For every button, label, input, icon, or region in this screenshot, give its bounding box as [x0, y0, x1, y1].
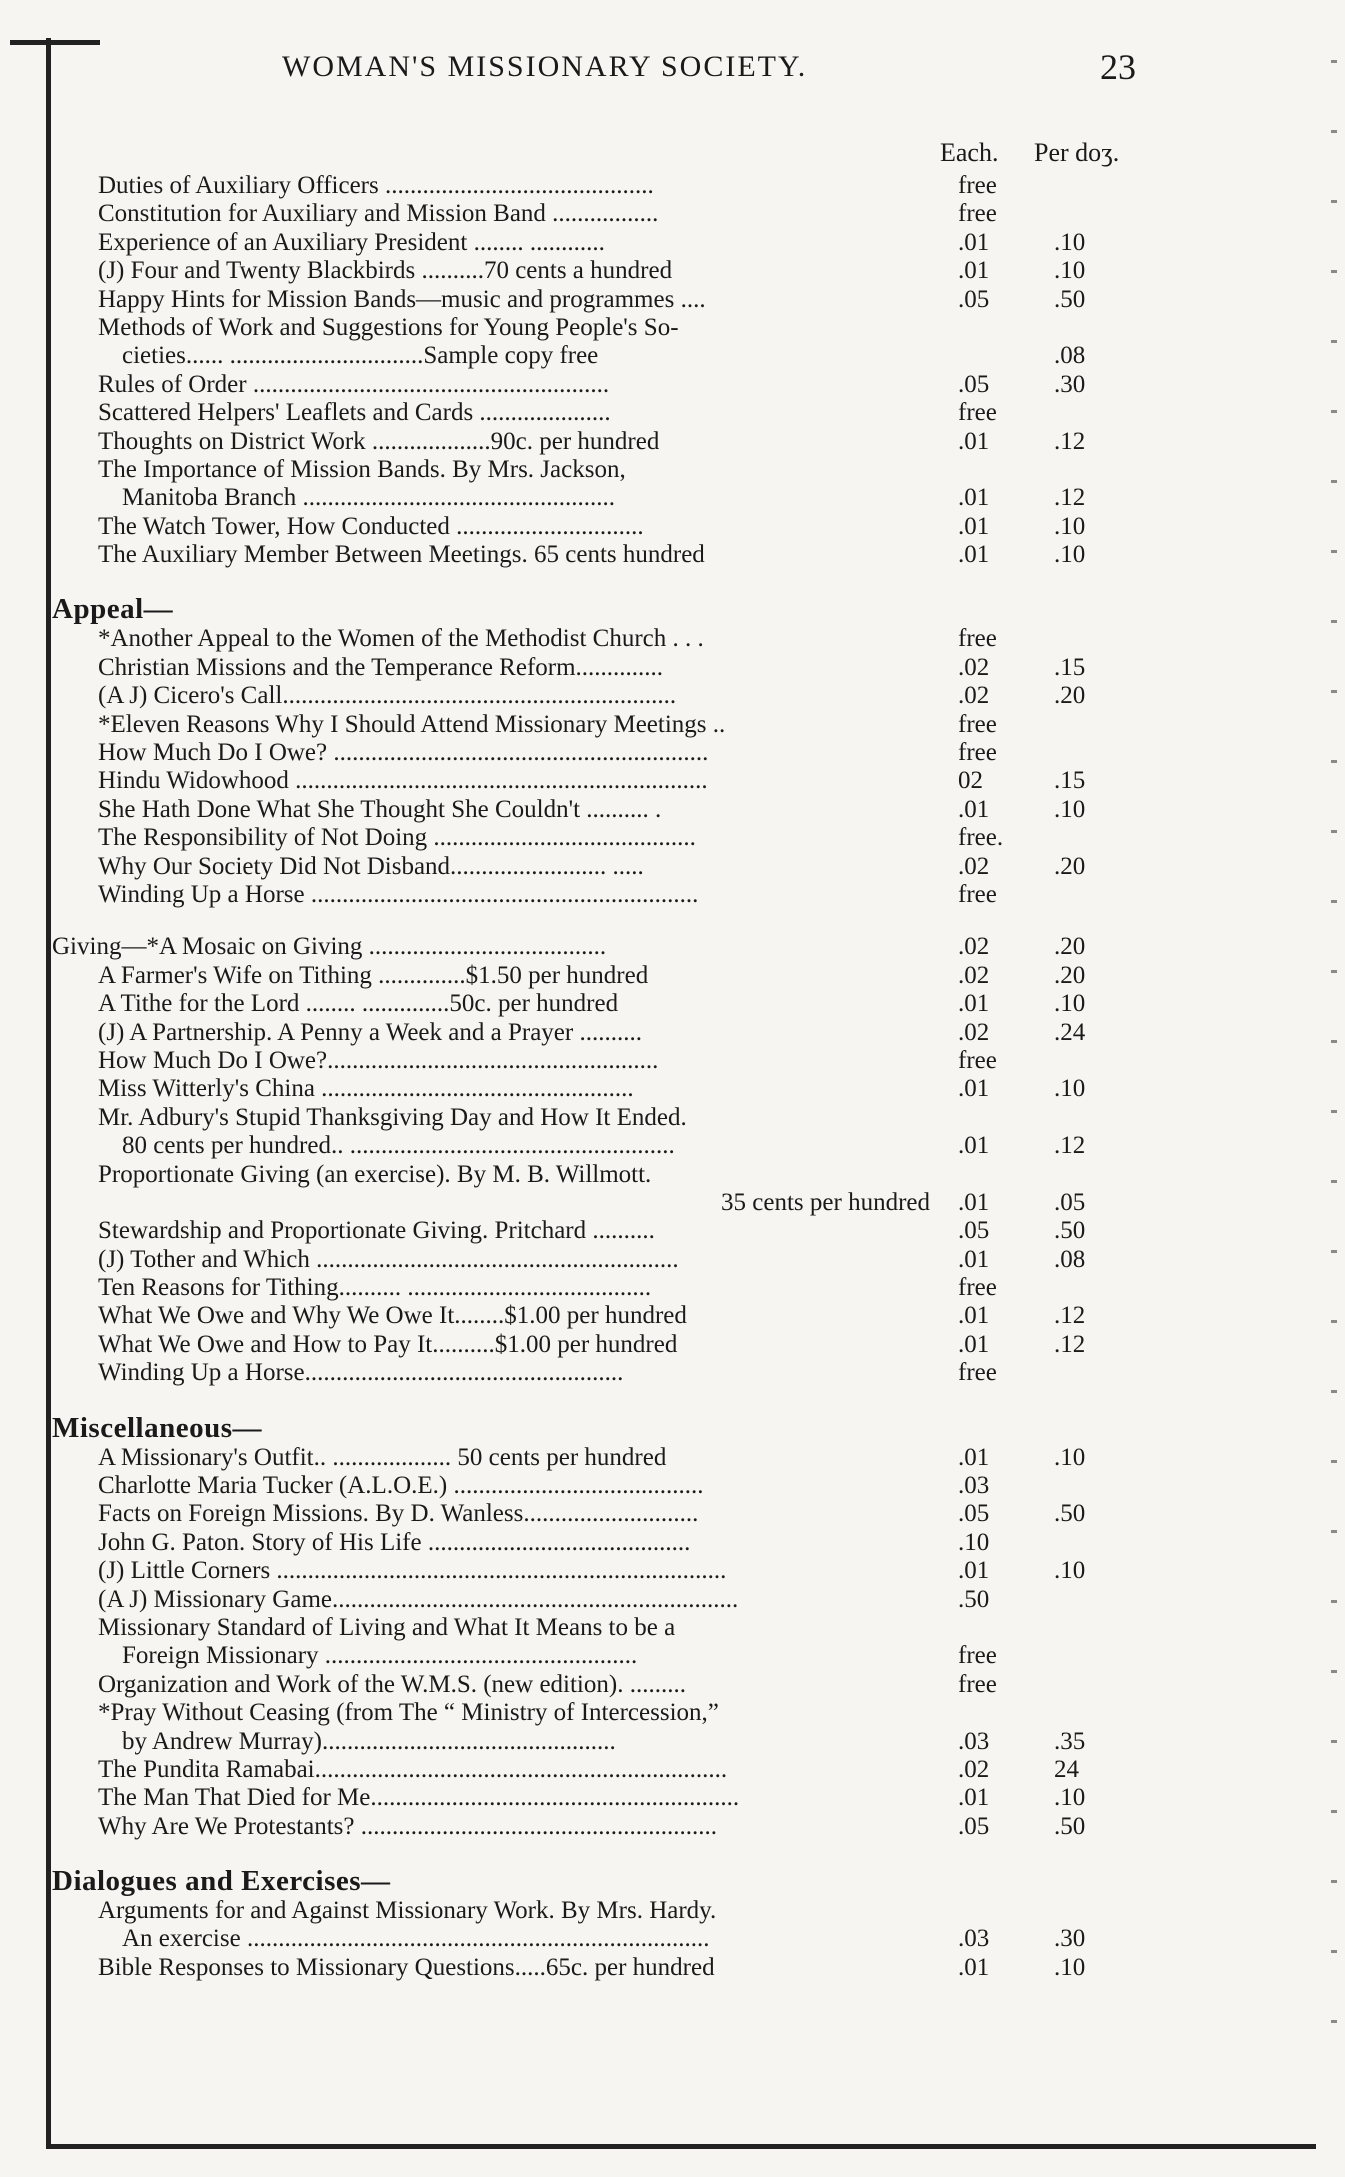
- item-title: An exercise ..........................................................................: [122, 1925, 710, 1953]
- item-title: (A J) Missionary Game.................................................................: [98, 1585, 739, 1613]
- item-title: The Pundita Ramabai..................................................................: [98, 1755, 728, 1783]
- item-title: The Man That Died for Me...........................................................: [98, 1784, 740, 1812]
- item-title: Bible Responses to Missionary Questions.....65c. per hundred: [98, 1953, 715, 1981]
- list-item: [0, 257, 1345, 285]
- item-title: *Eleven Reasons Why I Should Attend Missionary Meetings ..: [98, 710, 726, 738]
- item-title: The Auxiliary Member Between Meetings. 65 cents hundred: [98, 541, 705, 569]
- item-title: *Pray Without Ceasing (from The “ Ministry of Intercession,”: [98, 1699, 719, 1727]
- list-item: [0, 1217, 1345, 1245]
- item-price-per-doz: .15: [1054, 767, 1086, 795]
- item-title: Organization and Work of the W.M.S. (new edition). .........: [98, 1670, 686, 1698]
- item-price-per-doz: .10: [1054, 541, 1086, 569]
- item-price-per-doz: .10: [1054, 1075, 1086, 1103]
- item-title: cieties...... ...............................Sample copy free: [122, 342, 599, 370]
- list-item: [0, 1331, 1345, 1359]
- section-gap: [0, 1841, 1345, 1865]
- list-item: [0, 428, 1345, 456]
- list-item: [0, 541, 1345, 569]
- item-price-each: free: [958, 1642, 997, 1670]
- list-item: [0, 1813, 1345, 1841]
- item-price-each: free: [958, 1274, 997, 1302]
- item-price-each: free.: [958, 824, 1004, 852]
- item-price-per-doz: .30: [1054, 1925, 1086, 1953]
- list-item: [0, 286, 1345, 314]
- item-price-per-doz: .20: [1054, 933, 1086, 961]
- list-item: [0, 933, 1345, 961]
- item-title: What We Owe and How to Pay It..........$1.00 per hundred: [98, 1330, 678, 1358]
- item-price-each: free: [958, 625, 997, 653]
- list-item: [0, 1104, 1345, 1132]
- list-item: [0, 990, 1345, 1018]
- list-item: [0, 229, 1345, 257]
- item-title: (J) Little Corners ........................................................................: [98, 1557, 727, 1585]
- item-price-per-doz: .24: [1054, 1018, 1086, 1046]
- section: [0, 909, 1345, 1387]
- item-title: Miss Witterly's China ..................................................: [98, 1075, 634, 1103]
- list-item: [0, 1075, 1345, 1103]
- list-item: [0, 1132, 1345, 1160]
- item-title: Why Are We Protestants? .........................................................: [98, 1812, 717, 1840]
- item-price-each: .50: [958, 1585, 990, 1613]
- item-price-each: .01: [958, 427, 990, 455]
- list-item: [0, 200, 1345, 228]
- list-item: [0, 1047, 1345, 1075]
- item-title: Winding Up a Horse ..............................................................: [98, 880, 699, 908]
- list-item: [0, 314, 1345, 342]
- item-title: Winding Up a Horse...................................................: [98, 1359, 624, 1387]
- item-price-each: .01: [958, 1784, 990, 1812]
- item-price-each: free: [958, 1046, 997, 1074]
- item-title: *Another Appeal to the Women of the Methodist Church . . .: [98, 625, 704, 653]
- item-title: Foreign Missionary ..................................................: [122, 1642, 638, 1670]
- item-price-per-doz: .50: [1054, 1500, 1086, 1528]
- item-title: Rules of Order .........................................................: [98, 370, 610, 398]
- item-title: How Much Do I Owe?.....................................................: [98, 1046, 659, 1074]
- item-price-each: .05: [958, 1500, 990, 1528]
- list-item: [0, 824, 1345, 852]
- item-price-per-doz: .10: [1054, 228, 1086, 256]
- list-item: [0, 1728, 1345, 1756]
- list-item: [0, 1019, 1345, 1047]
- item-title: What We Owe and Why We Owe It........$1.00 per hundred: [98, 1302, 687, 1330]
- item-price-per-doz: .10: [1054, 1443, 1086, 1471]
- list-item: [0, 1784, 1345, 1812]
- item-price-per-doz: .10: [1054, 795, 1086, 823]
- list-item: [0, 711, 1345, 739]
- list-item: [0, 1189, 1345, 1217]
- item-price-each: .01: [958, 257, 990, 285]
- item-title: Mr. Adbury's Stupid Thanksgiving Day and How It Ended.: [98, 1103, 687, 1131]
- item-price-each: .02: [958, 961, 990, 989]
- item-price-each: .02: [958, 852, 990, 880]
- page-title: WOMAN'S MISSIONARY SOCIETY.: [282, 50, 808, 83]
- item-title: Missionary Standard of Living and What It Means to be a: [98, 1613, 676, 1641]
- item-title: Proportionate Giving (an exercise). By M. B. Willmott.: [98, 1160, 652, 1188]
- page-border-bottom: [46, 2144, 1316, 2149]
- item-price-each: .01: [958, 1245, 990, 1273]
- list-item: [0, 1642, 1345, 1670]
- item-price-each: .02: [958, 653, 990, 681]
- section: [0, 569, 1345, 909]
- item-price-per-doz: 24: [1054, 1755, 1079, 1783]
- list-item: [0, 1302, 1345, 1330]
- item-price-each: free: [958, 1359, 997, 1387]
- item-price-each: free: [958, 710, 997, 738]
- item-title: Why Our Society Did Not Disband......................... .....: [98, 852, 644, 880]
- item-price-per-doz: .50: [1054, 1812, 1086, 1840]
- item-price-each: .01: [958, 1132, 990, 1160]
- list-item: [0, 654, 1345, 682]
- item-price-per-doz: .12: [1054, 1302, 1086, 1330]
- list-item: [0, 739, 1345, 767]
- list-item: [0, 1359, 1345, 1387]
- list-item: [0, 1472, 1345, 1500]
- item-title: She Hath Done What She Thought She Couldn't .......... .: [98, 795, 662, 823]
- item-title: Arguments for and Against Missionary Work. By Mrs. Hardy.: [98, 1897, 717, 1925]
- item-price-each: free: [958, 880, 997, 908]
- list-item: [0, 484, 1345, 512]
- price-list: [0, 172, 1345, 1982]
- item-price-each: .03: [958, 1472, 990, 1500]
- item-title: 80 cents per hundred.. ....................................................: [122, 1132, 675, 1160]
- item-title: Manitoba Branch ..................................................: [122, 484, 616, 512]
- item-price-each: .01: [958, 795, 990, 823]
- section: [0, 1841, 1345, 1982]
- item-price-per-doz: .10: [1054, 512, 1086, 540]
- item-price-each: free: [958, 399, 997, 427]
- list-item: [0, 1586, 1345, 1614]
- item-title: Methods of Work and Suggestions for Young People's So-: [98, 313, 679, 341]
- page-border-top: [10, 40, 100, 45]
- item-title: The Responsibility of Not Doing ..........................................: [98, 824, 696, 852]
- item-title: Experience of an Auxiliary President ........ ............: [98, 228, 605, 256]
- item-title: (J) Four and Twenty Blackbirds ..........70 cents a hundred: [98, 257, 673, 285]
- item-price-per-doz: .12: [1054, 1132, 1086, 1160]
- item-price-each: .05: [958, 285, 990, 313]
- item-title: Duties of Auxiliary Officers ...........................................: [98, 172, 654, 199]
- item-price-per-doz: .10: [1054, 990, 1086, 1018]
- item-price-per-doz: .20: [1054, 961, 1086, 989]
- item-price-per-doz: .12: [1054, 1330, 1086, 1358]
- item-title: A Tithe for the Lord ........ ..............50c. per hundred: [98, 990, 619, 1018]
- column-header-each: Each.: [940, 138, 999, 167]
- item-price-each: .01: [958, 1302, 990, 1330]
- list-item: [0, 1897, 1345, 1925]
- item-title: The Importance of Mission Bands. By Mrs. Jackson,: [98, 455, 626, 483]
- section-gap: [0, 1388, 1345, 1412]
- list-item: [0, 853, 1345, 881]
- list-item: [0, 1671, 1345, 1699]
- item-price-each: .10: [958, 1528, 990, 1556]
- list-item: [0, 1756, 1345, 1784]
- item-price-each: .01: [958, 990, 990, 1018]
- item-title: Scattered Helpers' Leaflets and Cards .....................: [98, 399, 611, 427]
- list-item: [0, 1529, 1345, 1557]
- list-item: [0, 1925, 1345, 1953]
- section-gap: [0, 909, 1345, 933]
- item-price-each: .01: [958, 1188, 990, 1216]
- column-headers: [940, 138, 1170, 172]
- section-gap: [0, 569, 1345, 593]
- item-price-per-doz: .35: [1054, 1727, 1086, 1755]
- item-price-each: .05: [958, 1217, 990, 1245]
- item-price-per-doz: .50: [1054, 285, 1086, 313]
- item-price-each: .05: [958, 370, 990, 398]
- item-price-each: .03: [958, 1925, 990, 1953]
- item-price-each: .01: [958, 1330, 990, 1358]
- item-title: A Missionary's Outfit.. ................... 50 cents per hundred: [98, 1443, 667, 1471]
- item-price-per-doz: .08: [1054, 342, 1086, 370]
- item-title: How Much Do I Owe? ............................................................: [98, 739, 709, 767]
- item-note: 35 cents per hundred: [721, 1188, 930, 1216]
- item-title: Giving—*A Mosaic on Giving ......................................: [52, 933, 607, 961]
- item-title: Charlotte Maria Tucker (A.L.O.E.) ........................................: [98, 1472, 704, 1500]
- item-title: Stewardship and Proportionate Giving. Pritchard ..........: [98, 1217, 655, 1245]
- section-heading: Appeal—: [52, 593, 174, 626]
- section-heading: Miscellaneous—: [52, 1411, 262, 1444]
- list-item: [0, 1246, 1345, 1274]
- item-price-each: free: [958, 1670, 997, 1698]
- item-price-per-doz: .05: [1054, 1188, 1086, 1216]
- item-price-per-doz: .50: [1054, 1217, 1086, 1245]
- item-price-each: .01: [958, 541, 990, 569]
- item-title: by Andrew Murray)...............................................: [122, 1727, 616, 1755]
- item-price-each: .01: [958, 228, 990, 256]
- list-item: [0, 625, 1345, 653]
- column-header-per-doz: Per doʒ.: [1034, 138, 1120, 167]
- item-title: (J) A Partnership. A Penny a Week and a Prayer ..........: [98, 1018, 642, 1046]
- item-title: Constitution for Auxiliary and Mission Band .................: [98, 200, 659, 228]
- item-price-per-doz: .10: [1054, 1953, 1086, 1981]
- list-item: [0, 513, 1345, 541]
- item-title: The Watch Tower, How Conducted ..............................: [98, 512, 644, 540]
- list-item: [0, 399, 1345, 427]
- list-item: [0, 796, 1345, 824]
- item-price-each: free: [958, 739, 997, 767]
- item-price-each: .01: [958, 512, 990, 540]
- item-title: (A J) Cicero's Call...............................................................: [98, 682, 677, 710]
- list-item: [0, 1699, 1345, 1727]
- item-price-each: .02: [958, 682, 990, 710]
- item-title: A Farmer's Wife on Tithing ..............$1.50 per hundred: [98, 961, 649, 989]
- list-item: [0, 1557, 1345, 1585]
- item-title: Hindu Widowhood ..................................................................: [98, 767, 708, 795]
- item-price-each: 02: [958, 767, 983, 795]
- item-title: Ten Reasons for Tithing.......... .......................................: [98, 1274, 652, 1302]
- item-price-each: .01: [958, 1443, 990, 1471]
- list-item: [0, 342, 1345, 370]
- item-price-each: .01: [958, 1075, 990, 1103]
- item-price-per-doz: .30: [1054, 370, 1086, 398]
- item-price-each: free: [958, 172, 997, 199]
- item-price-each: free: [958, 200, 997, 228]
- list-item: [0, 767, 1345, 795]
- page-header: [60, 46, 1160, 96]
- item-price-each: .02: [958, 1018, 990, 1046]
- item-price-per-doz: .20: [1054, 852, 1086, 880]
- section: [0, 172, 1345, 569]
- item-price-each: .03: [958, 1727, 990, 1755]
- item-price-each: .02: [958, 933, 990, 961]
- item-price-each: .01: [958, 1953, 990, 1981]
- item-title: (J) Tother and Which ..........................................................: [98, 1245, 679, 1273]
- item-price-each: .01: [958, 484, 990, 512]
- item-title: Facts on Foreign Missions. By D. Wanless............................: [98, 1500, 699, 1528]
- item-price-per-doz: .10: [1054, 257, 1086, 285]
- section: [0, 1388, 1345, 1841]
- item-price-per-doz: .12: [1054, 427, 1086, 455]
- item-title: Thoughts on District Work ...................90c. per hundred: [98, 427, 660, 455]
- page-number: 23: [1100, 47, 1136, 87]
- list-item: [0, 1444, 1345, 1472]
- item-price-each: .05: [958, 1812, 990, 1840]
- item-price-per-doz: .08: [1054, 1245, 1086, 1273]
- list-item: [0, 1161, 1345, 1189]
- section-heading: Dialogues and Exercises—: [52, 1865, 391, 1898]
- list-item: [0, 962, 1345, 990]
- item-price-each: .01: [958, 1557, 990, 1585]
- item-title: John G. Paton. Story of His Life ..........................................: [98, 1528, 691, 1556]
- list-item: [0, 456, 1345, 484]
- list-item: [0, 172, 1345, 200]
- item-title: Christian Missions and the Temperance Reform..............: [98, 653, 664, 681]
- list-item: [0, 1500, 1345, 1528]
- item-price-per-doz: .12: [1054, 484, 1086, 512]
- item-price-per-doz: .10: [1054, 1784, 1086, 1812]
- list-item: [0, 881, 1345, 909]
- list-item: [0, 1274, 1345, 1302]
- item-price-each: .02: [958, 1755, 990, 1783]
- list-item: [0, 371, 1345, 399]
- list-item: [0, 1954, 1345, 1982]
- list-item: [0, 1614, 1345, 1642]
- item-price-per-doz: .10: [1054, 1557, 1086, 1585]
- item-title: Happy Hints for Mission Bands—music and programmes ....: [98, 285, 706, 313]
- list-item: [0, 682, 1345, 710]
- item-price-per-doz: .15: [1054, 653, 1086, 681]
- item-price-per-doz: .20: [1054, 682, 1086, 710]
